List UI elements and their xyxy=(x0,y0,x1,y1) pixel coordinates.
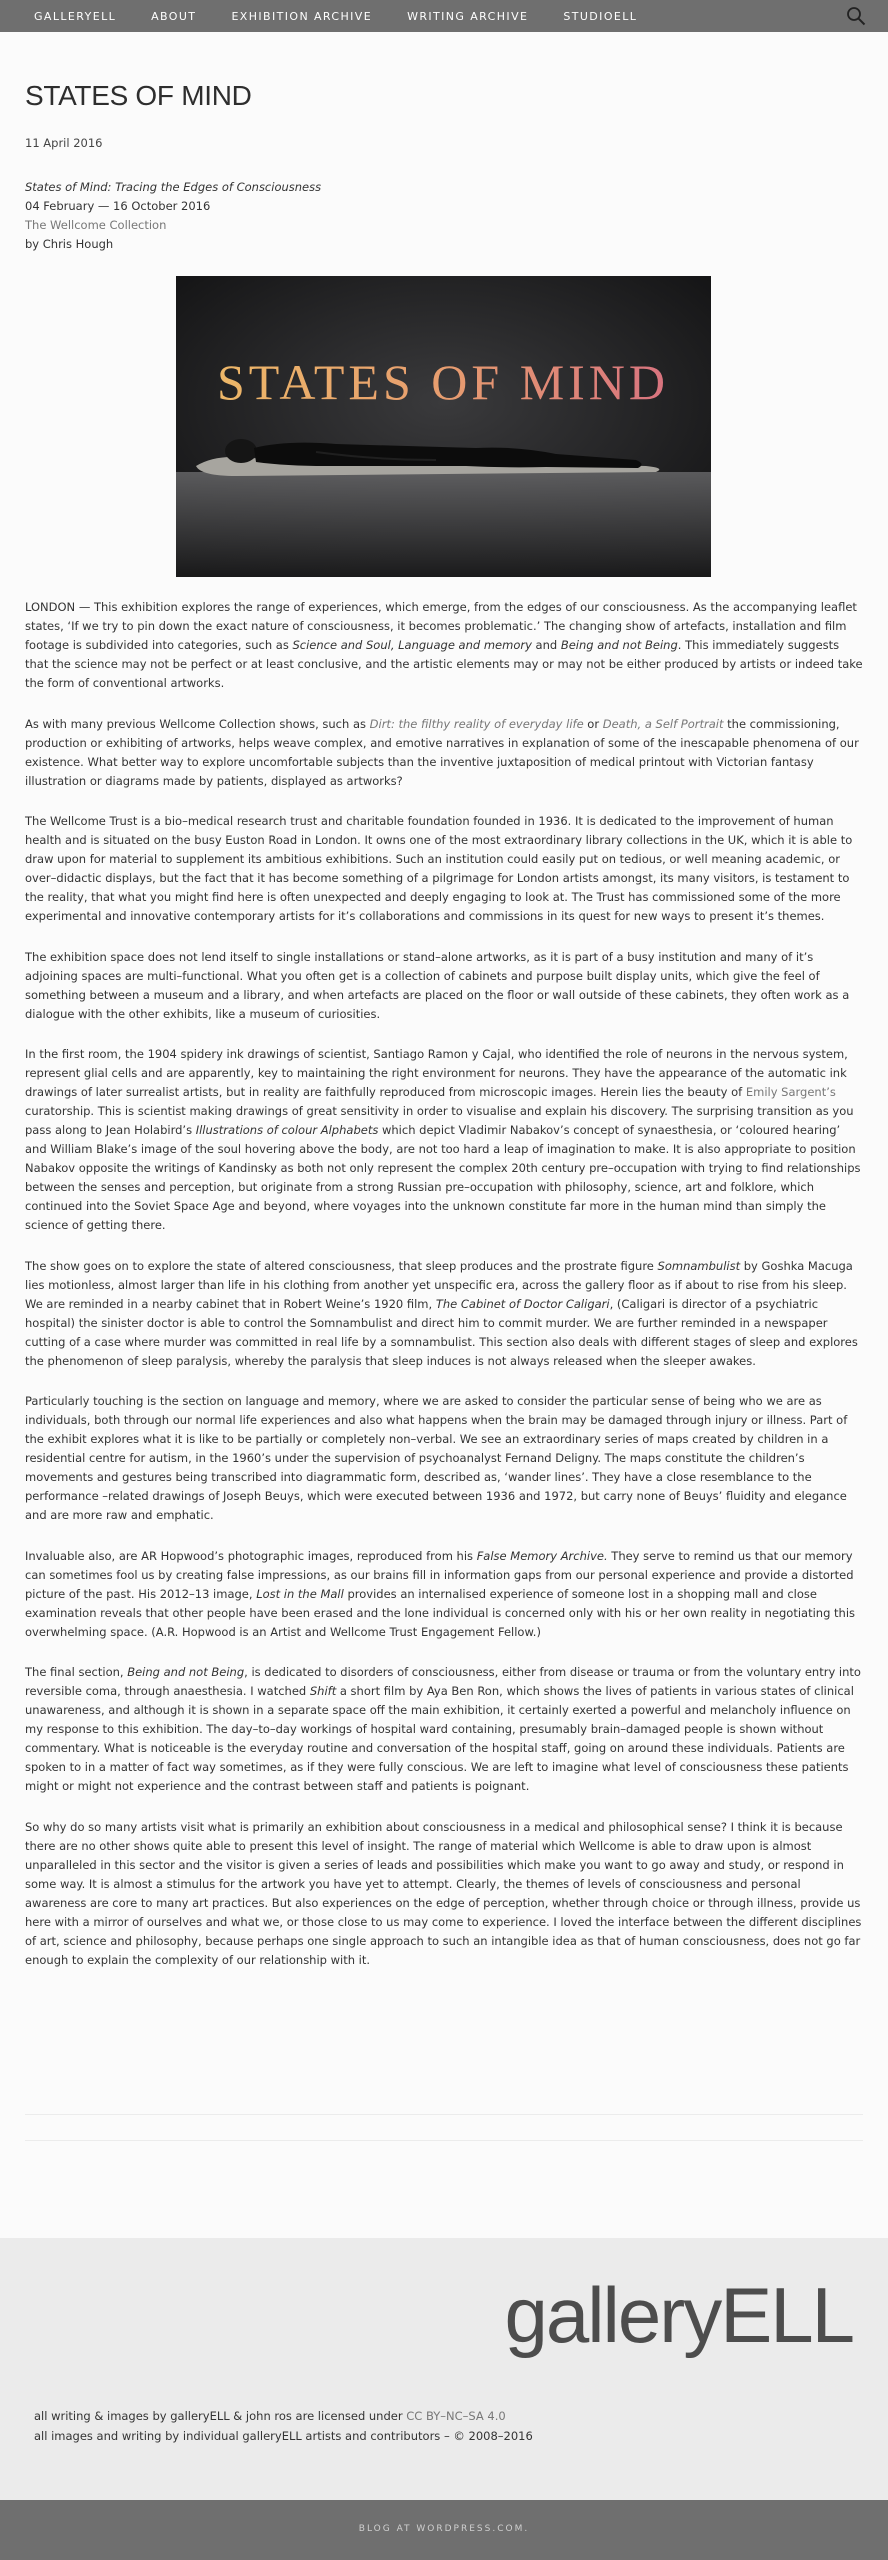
exhibition-dates: 04 February — 16 October 2016 xyxy=(25,199,211,213)
emily-sargent-link[interactable]: Emily Sargent’s xyxy=(745,1085,836,1099)
license-text: all writing & images by galleryELL & john ros are licensed under CC BY–NC–SA 4.0 all images and writing by individual galleryELL artists and contributors – © 2008–2016 xyxy=(34,2406,533,2446)
article-paragraph: The final section, Being and not Being, is dedicated to disorders of consciousness, either from disease or trauma or from the voluntary entry into reversible coma, through anaesthesia. I watched Shift a short film by Aya Ben Ron, which shows the lives of patients in various states of clinical unawareness, and although it is shown in a separate space off the main exhibition, it certainly exerted a powerful and melancholy influence on my response to this exhibition. The day–to–day workings of hospital ward containing, presumably brain–damaged people is shown without commentary. What is noticeable is the everyday routine and conversation of the hospital staff, going on around these individuals. Patients are spoken to in a matter of fact way sometimes, as if they were fully conscious. We are left to imagine what level of consciousness these patients might or might not experience and the contrast between staff and patients is poignant. xyxy=(25,1665,861,1793)
site-logo[interactable]: galleryELL xyxy=(504,2271,853,2359)
search-icon[interactable] xyxy=(846,6,866,26)
death-exhibition-link[interactable]: Death, a Self Portrait xyxy=(602,716,724,731)
article-paragraph: As with many previous Wellcome Collection shows, such as Dirt: the filthy reality of everyday life or Death, a Self Portrait the commissioning, production or exhibiting of artworks, helps weave complex, and emotive narratives in explanation of some of the inescapable phenomena of our existence. What better way to explore uncomfortable subjects than the inventive juxtaposition of medical printout with Victorian fantasy illustration or diagrams made by patients, displayed as artworks? xyxy=(25,716,859,788)
nav-menu xyxy=(34,0,672,32)
hero-title-text: STATES OF MIND xyxy=(216,354,670,410)
article-paragraph: The exhibition space does not lend itself to single installations or stand–alone artworks, as it is part of a busy institution and many of it’s adjoining spaces are multi–functional. What you often get is a collection of cabinets and purpose built display units, which give the feel of something between a museum and a library, and when artefacts are placed on the floor or wall outside of these cabinets, they often work as a dialogue with the other exhibits, like a museum of curiosities. xyxy=(25,949,850,1021)
nav-item-galleryell[interactable]: GALLERYELL xyxy=(34,9,117,23)
article-paragraph: The show goes on to explore the state of altered consciousness, that sleep produces and the prostrate figure Somnambulist by Goshka Macuga lies motionless, almost larger than life in his clothing from another yet unspecific era, across the gallery floor as if about to rise from his sleep. We are reminded in a nearby cabinet that in Robert Weine’s 1920 film, The Cabinet of Doctor Caligari, (Caligari is director of a psychiatric hospital) the sinister doctor is able to control the Somnambulist and direct him to commit murder. We are further reminded in a newspaper cutting of a case where murder was committed in real life by a somnambulist. This section also deals with different stages of sleep and explores the phenomenon of sleep paralysis, whereby the paralysis that sleep induces is not always released when the sleeper awakes. xyxy=(25,1258,858,1368)
page-title: STATES OF MIND xyxy=(25,80,252,111)
divider xyxy=(25,2140,863,2141)
venue-link[interactable]: The Wellcome Collection xyxy=(25,218,167,232)
license-link[interactable]: CC BY–NC–SA 4.0 xyxy=(406,2409,506,2423)
nav-item-exhibition-archive[interactable]: EXHIBITION ARCHIVE xyxy=(231,9,373,23)
article-paragraph: Particularly touching is the section on language and memory, where we are asked to consider the particular sense of being who we are as individuals, both through our normal life experiences and also what happens when the brain may be damaged through injury or illness. Part of the exhibit explores what it is like to be partially or completely non–verbal. We see an extraordinary series of maps created by children in a residential centre for autism, in the 1960’s under the supervision of psychoanalyst Fernand Deligny. The maps constitute the children’s movements and gestures being transcribed into diagrammatic form, described as, ‘wander lines’. They have a close resemblance to the performance –related drawings of Joseph Beuys, which were executed between 1936 and 1972, but carry none of Beuys’ fluidity and elegance and are more raw and emphatic. xyxy=(25,1394,848,1522)
exhibition-subtitle: States of Mind: Tracing the Edges of Consciousness xyxy=(25,180,322,194)
site-footer xyxy=(0,2238,888,2500)
article-paragraph: LONDON — This exhibition explores the range of experiences, which emerge, from the edges of our consciousness. As the accompanying leaflet states, ‘If we try to pin down the exact nature of consciousness, it becomes problematic.’ The changing show of artefacts, installation and film footage is subdivided into categories, such as Science and Soul, Language and memory and Being and not Being. This immediately suggests that the science may not be perfect or at least conclusive, and the artistic elements may or may not be either produced by artists or indeed take the form of conventional artworks. xyxy=(25,600,863,690)
nav-item-about[interactable]: ABOUT xyxy=(151,9,197,23)
top-navigation xyxy=(0,0,888,32)
article-paragraph: The Wellcome Trust is a bio–medical research trust and charitable foundation founded in 1936. It is dedicated to the improvement of human health and is situated on the busy Euston Road in London. It owns one of the most extraordinary library collections in the UK, which it is able to draw upon for material to supplement its ambitious exhibitions. Such an institution could easily put on tedious, or well meaning academic, or over–didactic displays, but the fact that it has become something of a pilgrimage for London artists amongst, its many visitors, is testament to the reality, that what you might find here is often unexpected and deeply engaging to look at. The Trust has commissioned some of the more experimental and innovative contemporary artists for it’s collaborations and commissions in its quest for new ways to present it’s themes. xyxy=(25,814,853,923)
article-body xyxy=(25,598,863,1991)
wordpress-link[interactable]: BLOG AT WORDPRESS.COM. xyxy=(358,2524,530,2534)
hero-image xyxy=(176,276,711,577)
copyright-text: all images and writing by individual galleryELL artists and contributors – © 2008–2016 xyxy=(34,2429,533,2443)
exhibition-meta xyxy=(25,178,321,254)
article-paragraph: So why do so many artists visit what is primarily an exhibition about consciousness in a medical and philosophical sense? I think it is because there are no other shows quite able to present this level of insight. The range of material which Wellcome is able to draw upon is almost unparalleled in this sector and the visitor is given a series of leads and possibilities which make you want to go away and study, or respond in some way. It is almost a stimulus for the artwork you have yet to attempt. Clearly, the themes of levels of consciousness and personal awareness are core to many art practices. But also experiences on the edge of perception, whether through choice or through illness, provide us here with a mirror of ourselves and what we, or those close to us may come to experience. I loved the interface between the different disciplines of art, science and philosophy, because perhaps one single approach to such an intangible idea as that of human consciousness, does not go far enough to explain the complexity of our relationship with it. xyxy=(25,1819,862,1967)
nav-item-studioell[interactable]: STUDIOELL xyxy=(563,9,638,23)
divider xyxy=(25,2114,863,2115)
article-paragraph: Invaluable also, are AR Hopwood’s photographic images, reproduced from his False Memory Archive. They serve to remind us that our memory can sometimes fool us by creating false impressions, as our brains fill in information gaps from our personal experience and provide a distorted picture of the past. His 2012–13 image, Lost in the Mall provides an internalised experience of someone lost in a shopping mall and close examination reveals that other people have been erased and the lone individual is concerned only with his or her own reality in negotiating this overwhelming space. (A.R. Hopwood is an Artist and Wellcome Trust Engagement Fellow.) xyxy=(25,1548,856,1639)
bottom-bar xyxy=(0,2500,888,2560)
nav-item-writing-archive[interactable]: WRITING ARCHIVE xyxy=(407,9,529,23)
article-paragraph: In the first room, the 1904 spidery ink drawings of scientist, Santiago Ramon y Cajal, who identified the role of neurons in the nervous system, represent glial cells and are apparently, key to maintaining the right environment for neurons. They have the appearance of the automatic ink drawings of later surrealist artists, but in reality are faithfully reproduced from microscopic images. Herein lies the beauty of Emily Sargent’s curatorship. This is scientist making drawings of great sensitivity in order to visualise and explain his discovery. The surprising transition as you pass along to Jean Holabird’s Illustrations of colour Alphabets which depict Vladimir Nabakov’s concept of synaesthesia, or ‘coloured hearing’ and William Blake’s image of the soul hovering above the body, are not too hard a leap of imagination to make. It is also appropriate to position Nabakov opposite the writings of Kandinsky as both not only represent the complex 20th century pre–occupation with trying to find relationships between the senses and perception, but originate from a strong Russian pre–occupation with philosophy, science, art and folklore, which continued into the Soviet Space Age and beyond, where voyages into the unknown constitute far more in the human mind than simply the science of getting there. xyxy=(25,1047,861,1232)
author-byline: by Chris Hough xyxy=(25,237,114,251)
post-date: 11 April 2016 xyxy=(25,136,103,150)
dirt-exhibition-link[interactable]: Dirt: the filthy reality of everyday life xyxy=(369,716,584,731)
